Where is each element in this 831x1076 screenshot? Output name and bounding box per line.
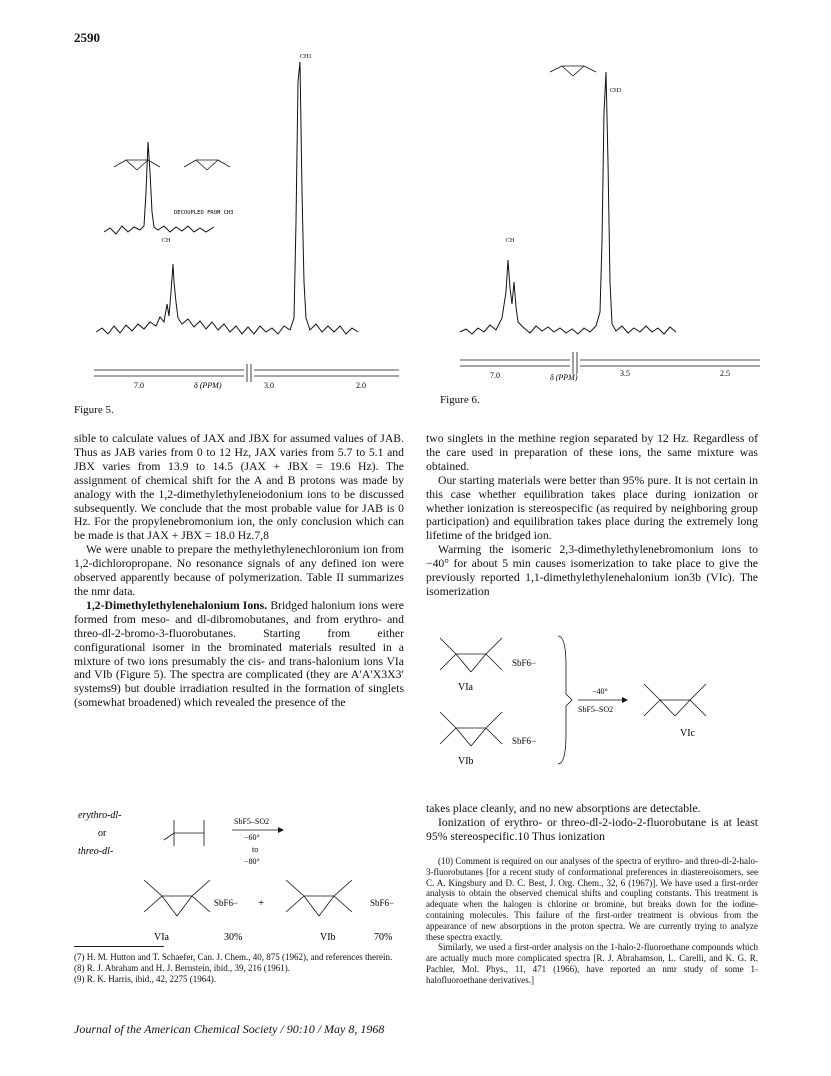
figure-5-decoupled-trace (104, 142, 214, 234)
right-column-bottom (426, 802, 758, 844)
page-number: 2590 (74, 30, 100, 45)
figure-6-tick-7: 7.0 (490, 371, 500, 380)
scheme-1-via-structure (144, 880, 210, 916)
figure-6-axis-label: δ (PPM) (550, 373, 578, 382)
figure-6-ch3-label: CH3 (610, 88, 622, 94)
footnote-8: (8) R. J. Abraham and H. J. Bernstein, ibid., 39, 216 (1961). (74, 962, 290, 973)
journal-footer: Journal of the American Chemical Society / 90:10 / May 8, 1968 (74, 1022, 385, 1036)
figure-5-molecule-trans (184, 160, 230, 170)
scheme-2-counterion-b: SbF6− (512, 736, 537, 746)
scheme-2-brace (558, 636, 572, 764)
scheme-1-plus: + (258, 897, 265, 909)
scheme-2-label-vib: VIb (458, 756, 474, 767)
scheme-2-label-vic: VIc (680, 728, 695, 739)
left-paragraph-3-body: Bridged halonium ions were formed from meso- and dl-dibromobutanes, and from erythro- and threo-dl-2-bromo-3-fluorobutanes. Starting from either configurational isomer in the brominated materials resulted in a mixture of two ions presumably the cis- and trans-halonium ions VIa and VIb (Figure 5). The spectra are complicated (they are A′A′X3X3′ systems9) but double irradiation resulted in the formation of singlets (somewhat broadened) which revealed the presence of the (74, 598, 404, 710)
scheme-2-arrowhead (622, 697, 628, 703)
scheme-1-counterion-a: SbF6− (214, 898, 239, 908)
right-paragraph-1: two singlets in the methine region separated by 12 Hz. Regardless of the care used in preparation of these ions, the same mixture was obtained. (426, 432, 758, 473)
right-paragraph-2: Our starting materials were better than 95% pure. It is not certain in this case whether equilibration takes place during ionization or whether ionization is stereospecific (as required by neighboring group participation) and equilibration takes place during the extremely long lifetime of the bridged ion. (426, 473, 758, 543)
figure-5-ch-label: CH (162, 238, 171, 244)
footnote-7: (7) H. M. Hutton and T. Schaefer, Can. J. Chem., 40, 875 (1962), and references therein. (74, 952, 393, 962)
figure-6-caption: Figure 6. (440, 394, 480, 406)
left-column (74, 432, 404, 710)
scheme-1-arrowhead (278, 827, 284, 833)
scheme-2 (426, 626, 756, 788)
section-heading: 1,2-Dimethylethylenehalonium Ions. (86, 598, 268, 612)
scheme-2-counterion-a: SbF6− (512, 658, 537, 668)
figure-6-trace (460, 72, 676, 334)
figure-5-lower-trace (96, 62, 358, 334)
left-footnote-rule (74, 946, 164, 947)
figure-6-ch-label: CH (506, 238, 515, 244)
figure-5-ch3-label: CH3 (300, 54, 312, 60)
figure-5-decoupled-label: DECOUPLED FROM CH3 (174, 210, 234, 216)
figure-5-tick-3: 3.0 (264, 381, 274, 390)
right-paragraph-4: takes place cleanly, and no new absorptions are detectable. (426, 802, 701, 815)
figure-6-axis (460, 352, 760, 374)
scheme-1-or: or (98, 828, 107, 839)
left-paragraph-2: We were unable to prepare the methylethylenechloronium ion from 1,2-dichloropropane. No resonance signals of any defined ion were observed apparently because of polymerization. Table II summarizes the nmr data. (74, 543, 404, 598)
scheme-1-threo: threo-dl- (78, 846, 114, 857)
figure-6-spectrum (440, 42, 770, 392)
figure-5-spectrum (74, 42, 414, 402)
figure-5-molecule-cis (114, 160, 160, 170)
scheme-1-pct-vib: 70% (374, 932, 393, 943)
scheme-1-reagent: SbF5–SO2 (234, 817, 270, 826)
figure-5-caption: Figure 5. (74, 404, 114, 416)
right-column-top (426, 432, 758, 599)
right-paragraph-5: Ionization of erythro- or threo-dl-2-iodo-2-fluorobutane is at least 95% stereospecific.10 Thus ionization (426, 815, 758, 843)
scheme-2-via-structure (440, 638, 502, 672)
scheme-1-temp2: −80° (244, 857, 260, 866)
scheme-1-reactant (164, 820, 204, 846)
figure-5-axis-label: δ (PPM) (194, 381, 222, 390)
scheme-1-counterion-b: SbF6− (370, 898, 395, 908)
left-paragraph-1: sible to calculate values of JAX and JBX for assumed values of JAB. Thus as JAB varies from 0 to 12 Hz, JAX varies from 5.7 to 5.1 and JBX varies from 13.9 to 14.5 (JAX + JBX = 19.6 Hz). The assignment of chemical shift for the A and B protons was made by analogy with the 1,2-dimethylethyleneiodonium ions to be discussed subsequently. We conclude that the most probable value for JAB is 0 Hz. For the propylenebromonium ion, the only conclusion which can be made is that JAX + JBX = 18.0 Hz.7,8 (74, 432, 404, 543)
scheme-1-vib-structure (286, 880, 352, 916)
scheme-1-pct-via: 30% (224, 932, 243, 943)
figure-5-tick-2: 2.0 (356, 381, 366, 390)
scheme-1-label-via: VIa (154, 932, 169, 943)
footnote-10: (10) Comment is required on our analyses of the spectra of erythro- and threo-dl-2-halo-3-fluorobutanes [for a recent study of conformational preferences in diastereoisomers, see C. A. Kingsbury and D. C. Best, J. Org. Chem., 32, 6 (1967)]. We have used a first-order analysis to obtain the observed chemical shifts and coupling constants. This treatment is adequate when the halogen is chlorine or bromine, but breaks down for the iodine-containing molecules. This failure of the first-order treatment is obvious from the appearance of new absorptions in the proton spectra. We are currently trying to analyze these spectra exactly. (426, 856, 758, 942)
scheme-2-temp: −40° (592, 687, 608, 696)
scheme-1-temp1: −60° (244, 833, 260, 842)
figure-6-tick-2-5: 2.5 (720, 369, 730, 378)
figure-6-molecule (550, 66, 596, 76)
figure-6-tick-3-5: 3.5 (620, 369, 630, 378)
left-paragraph-3 (74, 599, 404, 710)
footnote-9: (9) R. K. Harris, ibid., 42, 2275 (1964). (74, 973, 216, 984)
scheme-2-label-via: VIa (458, 682, 473, 693)
right-paragraph-3: Warming the isomeric 2,3-dimethylethylenebromonium ions to −40° for about 5 min causes isomerization to take place to give the previously reported 1,1-dimethylethylenehalonium ion3b (VIc). The isomerization (426, 543, 758, 598)
scheme-1 (74, 806, 410, 966)
right-footnotes (426, 856, 758, 986)
scheme-1-erythro: erythro-dl- (78, 810, 122, 821)
scheme-2-vic-structure (644, 684, 706, 716)
scheme-2-vib-structure (440, 712, 502, 746)
figure-5-axis (94, 364, 399, 382)
figure-5-tick-7: 7.0 (134, 381, 144, 390)
footnote-10-continued: Similarly, we used a first-order analysis on the 1-halo-2-fluoroethane compounds which are actually much more complicated spectra [R. J. Abrahamson, L. Carelli, and K. G. R. Pachler, Mol. Phys., 11, 471 (1966), have reported an nmr study of some 1-halofluoroethane derivatives.] (426, 942, 758, 985)
scheme-2-reagent: SbF5–SO2 (578, 705, 614, 714)
left-footnotes (74, 952, 404, 984)
scheme-1-to: to (252, 845, 259, 854)
scheme-1-label-vib: VIb (320, 932, 336, 943)
